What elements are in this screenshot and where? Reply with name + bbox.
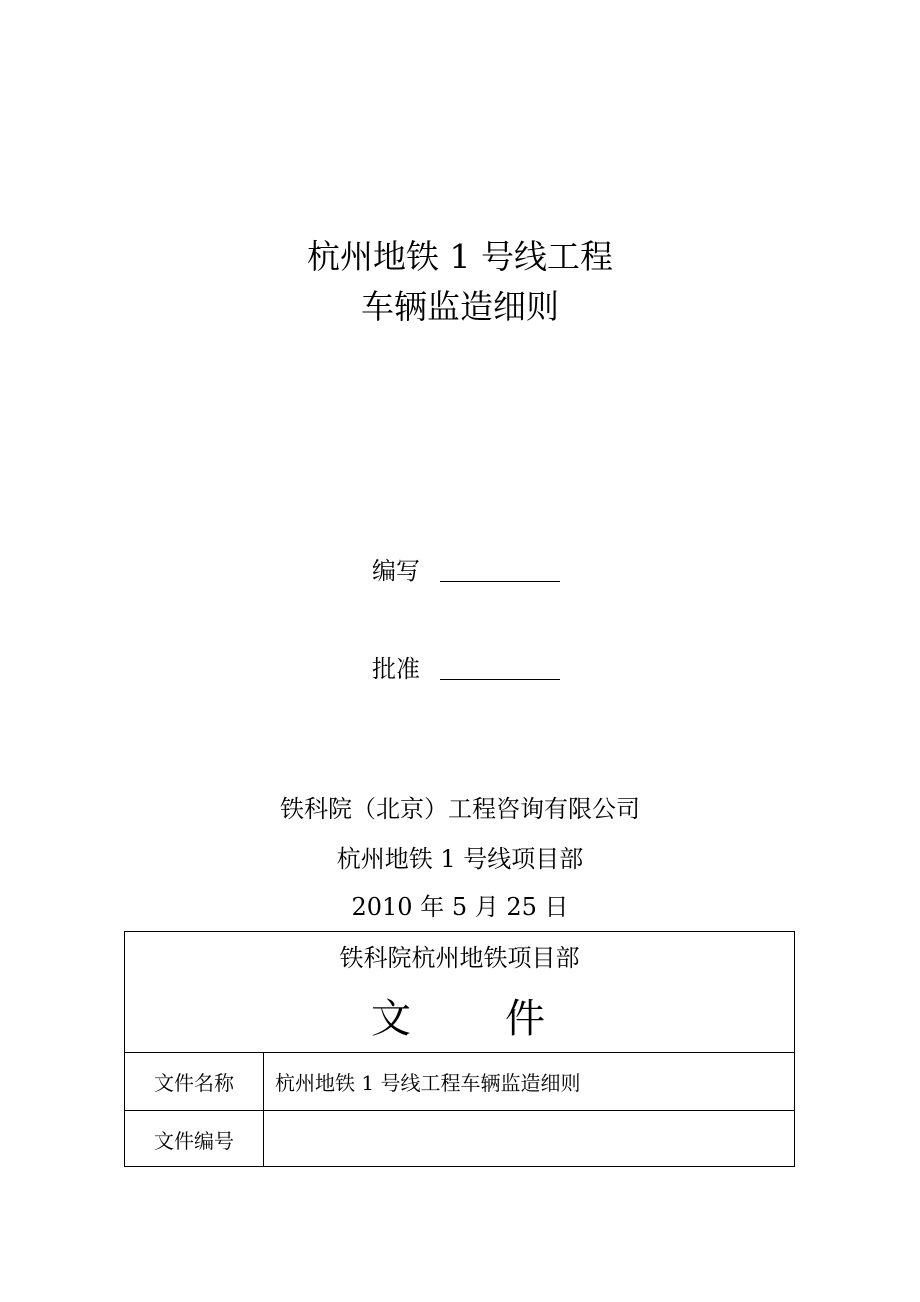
file-box-header <box>125 932 794 1053</box>
approve-signature-line <box>440 678 560 680</box>
compile-signature-row <box>372 552 560 586</box>
document-date: 2010 年 5 月 25 日 <box>351 893 569 921</box>
department-name: 杭州地铁 1 号线项目部 <box>336 845 584 873</box>
file-box-doc-word-2: 件 <box>505 996 545 1042</box>
company-name: 铁科院（北京）工程咨询有限公司 <box>280 795 640 823</box>
document-title-line-2: 车辆监造细则 <box>361 287 559 326</box>
file-number-label: 文件编号 <box>125 1111 264 1167</box>
file-info-table <box>124 931 795 1167</box>
file-box-doc-word-1: 文 <box>371 996 411 1042</box>
compile-label: 编写 <box>372 557 420 585</box>
file-box-org-name: 铁科院杭州地铁项目部 <box>339 944 580 972</box>
file-name-row <box>125 1053 794 1111</box>
file-name-value: 杭州地铁 1 号线工程车辆监造细则 <box>275 1071 581 1095</box>
file-name-label: 文件名称 <box>125 1053 264 1110</box>
document-title-line-1: 杭州地铁 1 号线工程 <box>307 237 613 276</box>
approve-label: 批准 <box>372 655 420 683</box>
approve-signature-row <box>372 650 560 684</box>
file-number-row <box>125 1111 794 1167</box>
compile-signature-line <box>440 580 560 582</box>
